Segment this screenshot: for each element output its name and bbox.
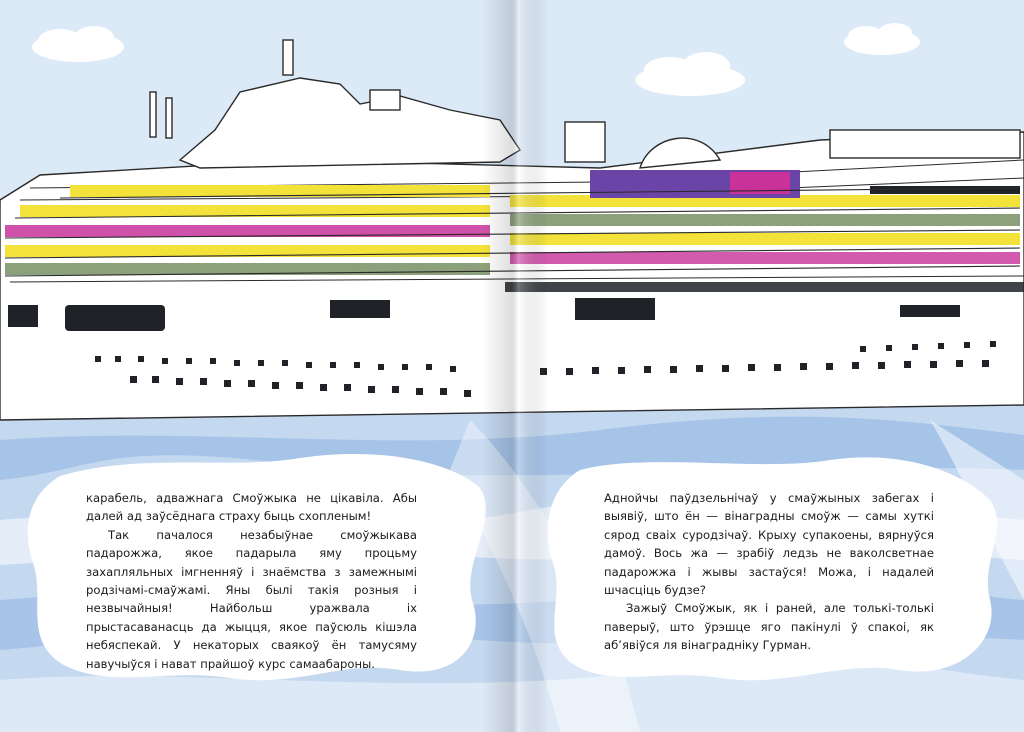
right-paragraph-2: Зажыў Смоўжык, як і раней, але толькі-толькі паверыў, што ўрэшце яго пакінулі ў спакоі, як аб’явіўся ля вінаградніку Гурман.	[604, 601, 934, 653]
left-paragraph-2: Так пачалося незабыўнае смоўжыкава падарожжа, якое падарыла яму процьму захапляльных імгненняў і знаёмства з замежнымі родзічамі-смаўжамі. Яны былі такія розныя і незвычайныя! Найбольш уражвала іх прыстасаванасць да жыцця, якое паўсюль кішэла небяспекай. У некаторых сваякоў ён тамусяму навучыўся і нават прайшоў курс самаабароны.	[86, 527, 417, 671]
right-page-text	[604, 489, 934, 655]
left-page-text	[86, 489, 417, 673]
right-paragraph-1: Аднойчы паўдзельнічаў у смаўжыных забегах і выявіў, што ён — вінаградны смоўж — самы хуткі сярод сваіх суродзічаў. Крыху супакоены, вярнуўся дамоў. Вось жа — зрабіў ледзь не ваколсветнае падарожжа і жывы застаўся! Можа, і надалей шчасціць будзе?	[604, 491, 934, 598]
book-gutter	[482, 0, 548, 732]
left-paragraph-1: карабель, адважнага Смоўжыка не цікавіла. Абы далей ад заўсёднага страху быць схопленым!	[86, 491, 417, 524]
